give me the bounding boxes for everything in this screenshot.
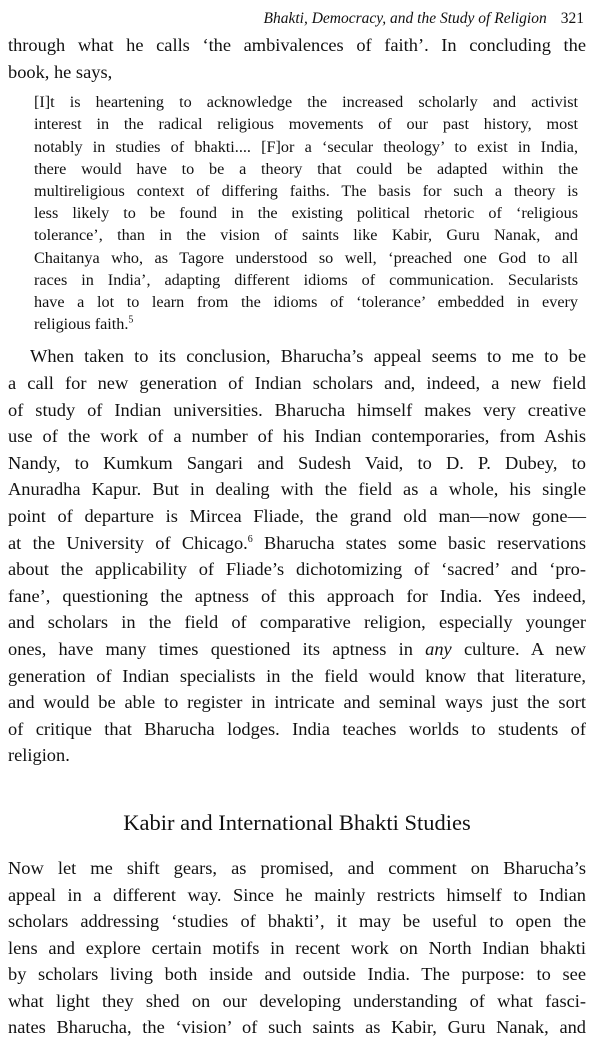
block-quote: [34, 91, 578, 335]
text-line: nates Bharucha, the ‘vision’ of such saints as Kabir, Guru Nanak, and: [8, 1017, 586, 1038]
text-segment: at the University of Chicago.: [8, 532, 248, 553]
text-line: scholars addressing ‘studies of bhakti’, it may be useful to open the: [8, 911, 586, 932]
text-line: Anuradha Kapur. But in dealing with the field as a whole, his single: [8, 479, 586, 500]
text-line: and would be able to register in intricate and seminal ways just the sort: [8, 692, 586, 713]
paragraph-shift-gears: [8, 855, 586, 1041]
text-segment: culture. A new: [451, 638, 586, 659]
quote-line: [I]t is heartening to acknowledge the increased scholarly and activist: [34, 93, 578, 112]
text-line: lens and explore certain motifs in recent work on North Indian bhakti: [8, 937, 586, 958]
text-line: and scholars in the field of comparative religion, especially younger: [8, 612, 586, 633]
text-line: of study of Indian universities. Bharucha himself makes very creative: [8, 399, 586, 420]
footnote-marker[interactable]: 6: [247, 533, 253, 545]
page-number: 321: [560, 10, 584, 27]
quote-line: less likely to be found in the existing political rhetoric of ‘religious: [34, 204, 578, 223]
text-line: appeal in a different way. Since he mainly restricts himself to Indian: [8, 884, 586, 905]
text-line-with-footnote: [8, 530, 586, 557]
running-head-title: Bhakti, Democracy, and the Study of Religion: [263, 10, 547, 27]
section-heading: Kabir and International Bhakti Studies: [123, 809, 471, 835]
text-line: When taken to its conclusion, Bharucha’s appeal seems to me to be: [30, 346, 586, 367]
text-line: of critique that Bharucha lodges. India teaches worlds to students of: [8, 718, 586, 739]
quote-line: notably in studies of bhakti.... [F]or a ‘secular theology’ to exist in India,: [34, 137, 578, 156]
quote-line-last: [34, 313, 578, 335]
text-line: what light they shed on our developing understanding of what fasci-: [8, 990, 586, 1011]
text-segment: ones, have many times questioned its aptness in: [8, 638, 426, 659]
text-line: a call for new generation of Indian scholars and, indeed, a new field: [8, 373, 586, 394]
quote-line: Chaitanya who, as Tagore understood so well, ‘preached one God to all: [34, 248, 578, 267]
quote-line: interest in the radical religious movements of our past history, most: [34, 115, 578, 134]
footnote-marker[interactable]: 5: [128, 314, 134, 326]
text-line: Now let me shift gears, as promised, and comment on Bharucha’s: [8, 857, 586, 878]
quote-line: have a lot to learn from the idioms of ‘tolerance’ embedded in every: [34, 293, 578, 312]
quote-line-text: religious faith.: [34, 315, 129, 334]
text-line: by scholars living both inside and outside India. The purpose: to see: [8, 964, 586, 985]
text-line: Nandy, to Kumkum Sangari and Sudesh Vaid, to D. P. Dubey, to: [8, 452, 586, 473]
quote-line: tolerance’, than in the vision of saints like Kabir, Guru Nanak, and: [34, 226, 578, 245]
text-line: fane’, questioning the aptness of this approach for India. Yes indeed,: [8, 585, 586, 606]
text-line: book, he says,: [8, 61, 113, 82]
quote-line: there would have to be a theory that could be adapted within the: [34, 159, 578, 178]
text-line-with-emphasis: [8, 636, 586, 663]
paragraph-bharucha-appeal: [8, 343, 586, 769]
text-segment: Bharucha states some basic reservations: [252, 532, 586, 553]
text-line: through what he calls ‘the ambivalences of faith’. In concluding the: [8, 35, 586, 55]
emphasis: any: [425, 638, 452, 659]
intro-paragraph: [8, 32, 586, 85]
quote-line: multireligious context of differing faiths. The basis for such a theory is: [34, 182, 578, 200]
text-line: about the applicability of Fliade’s dichotomizing of ‘sacred’ and ‘pro-: [8, 559, 586, 580]
running-head: [8, 6, 586, 32]
text-line: use of the work of a number of his Indian contemporaries, from Ashis: [8, 426, 586, 447]
quote-line: races in India’, adapting different idioms of communication. Secularists: [34, 270, 578, 289]
text-line: point of departure is Mircea Fliade, the grand old man—now gone—: [8, 505, 586, 526]
text-line: generation of Indian specialists in the field would know that literature,: [8, 665, 586, 686]
text-line: religion.: [8, 745, 70, 766]
